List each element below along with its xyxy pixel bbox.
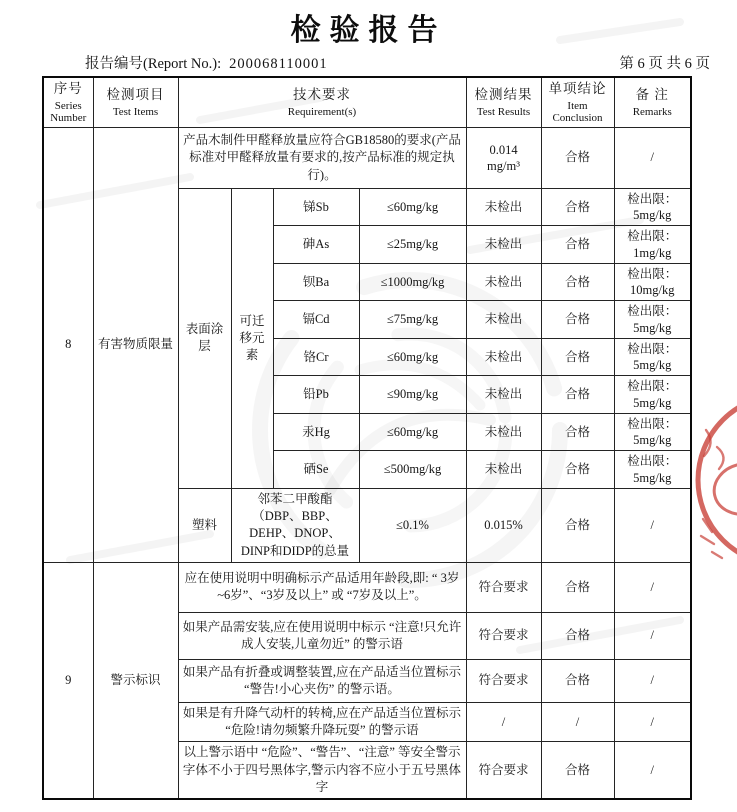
cell-remark: 检出限： 5mg/kg bbox=[614, 188, 691, 226]
cell-conclusion: / bbox=[541, 702, 614, 742]
report-meta bbox=[85, 52, 710, 73]
cell-element-name: 砷As bbox=[273, 226, 359, 264]
cell-conclusion: 合格 bbox=[541, 413, 614, 451]
cell-result: 未检出 bbox=[466, 226, 541, 264]
results-table bbox=[42, 76, 692, 800]
cell-migratable-label: 可迁移元素 bbox=[231, 188, 273, 488]
cell-result: 未检出 bbox=[466, 451, 541, 489]
cell-remark: / bbox=[614, 127, 691, 188]
cell-conclusion: 合格 bbox=[541, 376, 614, 414]
cell-remark: 检出限： 5mg/kg bbox=[614, 413, 691, 451]
col-series: 序号 Series Number bbox=[43, 77, 93, 127]
cell-element-name: 铅Pb bbox=[273, 376, 359, 414]
cell-limit: ≤60mg/kg bbox=[359, 188, 466, 226]
cell-requirement: 如果是有升降气动杆的转椅,应在产品适当位置标示 “危险!请勿频繁升降玩耍” 的警示语 bbox=[178, 702, 466, 742]
cell-conclusion: 合格 bbox=[541, 188, 614, 226]
cell-element-name: 铬Cr bbox=[273, 338, 359, 376]
cell-result: 未检出 bbox=[466, 338, 541, 376]
cell-conclusion: 合格 bbox=[541, 742, 614, 799]
col-remarks: 备 注 Remarks bbox=[614, 77, 691, 127]
cell-element-name: 锑Sb bbox=[273, 188, 359, 226]
cell-limit: ≤90mg/kg bbox=[359, 376, 466, 414]
cell-conclusion: 合格 bbox=[541, 488, 614, 562]
col-test-results: 检测结果 Test Results bbox=[466, 77, 541, 127]
cell-requirement: 如果产品需安装,应在使用说明中标示 “注意!只允许成人安装,儿童勿近” 的警示语 bbox=[178, 612, 466, 659]
cell-result: 未检出 bbox=[466, 376, 541, 414]
cell-substance: 邻苯二甲酸酯（DBP、BBP、DEHP、DNOP、DINP和DIDP的总量 bbox=[231, 488, 359, 562]
cell-remark: / bbox=[614, 742, 691, 799]
cell-result: 符合要求 bbox=[466, 612, 541, 659]
table-row bbox=[43, 562, 691, 612]
cell-requirement: 如果产品有折叠或调整装置,应在产品适当位置标示 “警告!小心夹伤” 的警示语。 bbox=[178, 659, 466, 702]
cell-series-number-9: 9 bbox=[43, 562, 93, 799]
cell-remark: 检出限： 5mg/kg bbox=[614, 376, 691, 414]
cell-coating-label: 表面涂层 bbox=[178, 188, 231, 488]
cell-limit: ≤25mg/kg bbox=[359, 226, 466, 264]
cell-requirement: 产品木制件甲醛释放量应符合GB18580的要求(产品标准对甲醛释放量有要求的,按产品标准的规定执行)。 bbox=[178, 127, 466, 188]
cell-series-number-8: 8 bbox=[43, 127, 93, 562]
cell-conclusion: 合格 bbox=[541, 659, 614, 702]
cell-element-name: 汞Hg bbox=[273, 413, 359, 451]
table-header-row bbox=[43, 77, 691, 127]
col-requirements: 技术要求 Requirement(s) bbox=[178, 77, 466, 127]
cell-remark: 检出限： 1mg/kg bbox=[614, 226, 691, 264]
cell-limit: ≤500mg/kg bbox=[359, 451, 466, 489]
cell-result: 符合要求 bbox=[466, 659, 541, 702]
report-number bbox=[85, 52, 328, 73]
cell-requirement: 以上警示语中 “危险”、“警告”、“注意” 等安全警示字体不小于四号黑体字,警示内容不应小于五号黑体字 bbox=[178, 742, 466, 799]
report-number-label: 报告编号(Report No.): bbox=[85, 56, 222, 72]
cell-test-item-8: 有害物质限量 bbox=[93, 127, 178, 562]
cell-remark: / bbox=[614, 702, 691, 742]
cell-remark: 检出限： 5mg/kg bbox=[614, 301, 691, 339]
col-test-items: 检测项目 Test Items bbox=[93, 77, 178, 127]
cell-element-name: 镉Cd bbox=[273, 301, 359, 339]
cell-result: 0.014 mg/m³ bbox=[466, 127, 541, 188]
cell-remark: 检出限： 5mg/kg bbox=[614, 451, 691, 489]
cell-limit: ≤0.1% bbox=[359, 488, 466, 562]
report-number-value: 200068110001 bbox=[229, 56, 328, 72]
cell-conclusion: 合格 bbox=[541, 612, 614, 659]
cell-result: / bbox=[466, 702, 541, 742]
report-title: 检验报告 bbox=[290, 14, 447, 47]
cell-result: 0.015% bbox=[466, 488, 541, 562]
cell-conclusion: 合格 bbox=[541, 562, 614, 612]
cell-conclusion: 合格 bbox=[541, 226, 614, 264]
cell-remark: / bbox=[614, 612, 691, 659]
table-row bbox=[43, 127, 691, 188]
cell-remark: / bbox=[614, 562, 691, 612]
cell-result: 未检出 bbox=[466, 301, 541, 339]
cell-conclusion: 合格 bbox=[541, 451, 614, 489]
cell-conclusion: 合格 bbox=[541, 127, 614, 188]
cell-element-name: 钡Ba bbox=[273, 263, 359, 301]
cell-plastic-label: 塑料 bbox=[178, 488, 231, 562]
cell-conclusion: 合格 bbox=[541, 338, 614, 376]
cell-limit: ≤1000mg/kg bbox=[359, 263, 466, 301]
cell-result: 符合要求 bbox=[466, 562, 541, 612]
cell-limit: ≤60mg/kg bbox=[359, 338, 466, 376]
cell-requirement: 应在使用说明中明确标示产品适用年龄段,即: “ 3岁~6岁”、“3岁及以上” 或 “7岁及以上”。 bbox=[178, 562, 466, 612]
cell-result: 未检出 bbox=[466, 413, 541, 451]
cell-limit: ≤75mg/kg bbox=[359, 301, 466, 339]
cell-result: 未检出 bbox=[466, 263, 541, 301]
cell-element-name: 硒Se bbox=[273, 451, 359, 489]
cell-limit: ≤60mg/kg bbox=[359, 413, 466, 451]
page-indicator: 第 6 页 共 6 页 bbox=[619, 56, 710, 72]
cell-remark: / bbox=[614, 659, 691, 702]
cell-conclusion: 合格 bbox=[541, 263, 614, 301]
cell-result: 未检出 bbox=[466, 188, 541, 226]
cell-remark: / bbox=[614, 488, 691, 562]
cell-remark: 检出限： 10mg/kg bbox=[614, 263, 691, 301]
col-item-conclusion: 单项结论 Item Conclusion bbox=[541, 77, 614, 127]
cell-remark: 检出限： 5mg/kg bbox=[614, 338, 691, 376]
cell-result: 符合要求 bbox=[466, 742, 541, 799]
cell-test-item-9: 警示标识 bbox=[93, 562, 178, 799]
cell-conclusion: 合格 bbox=[541, 301, 614, 339]
